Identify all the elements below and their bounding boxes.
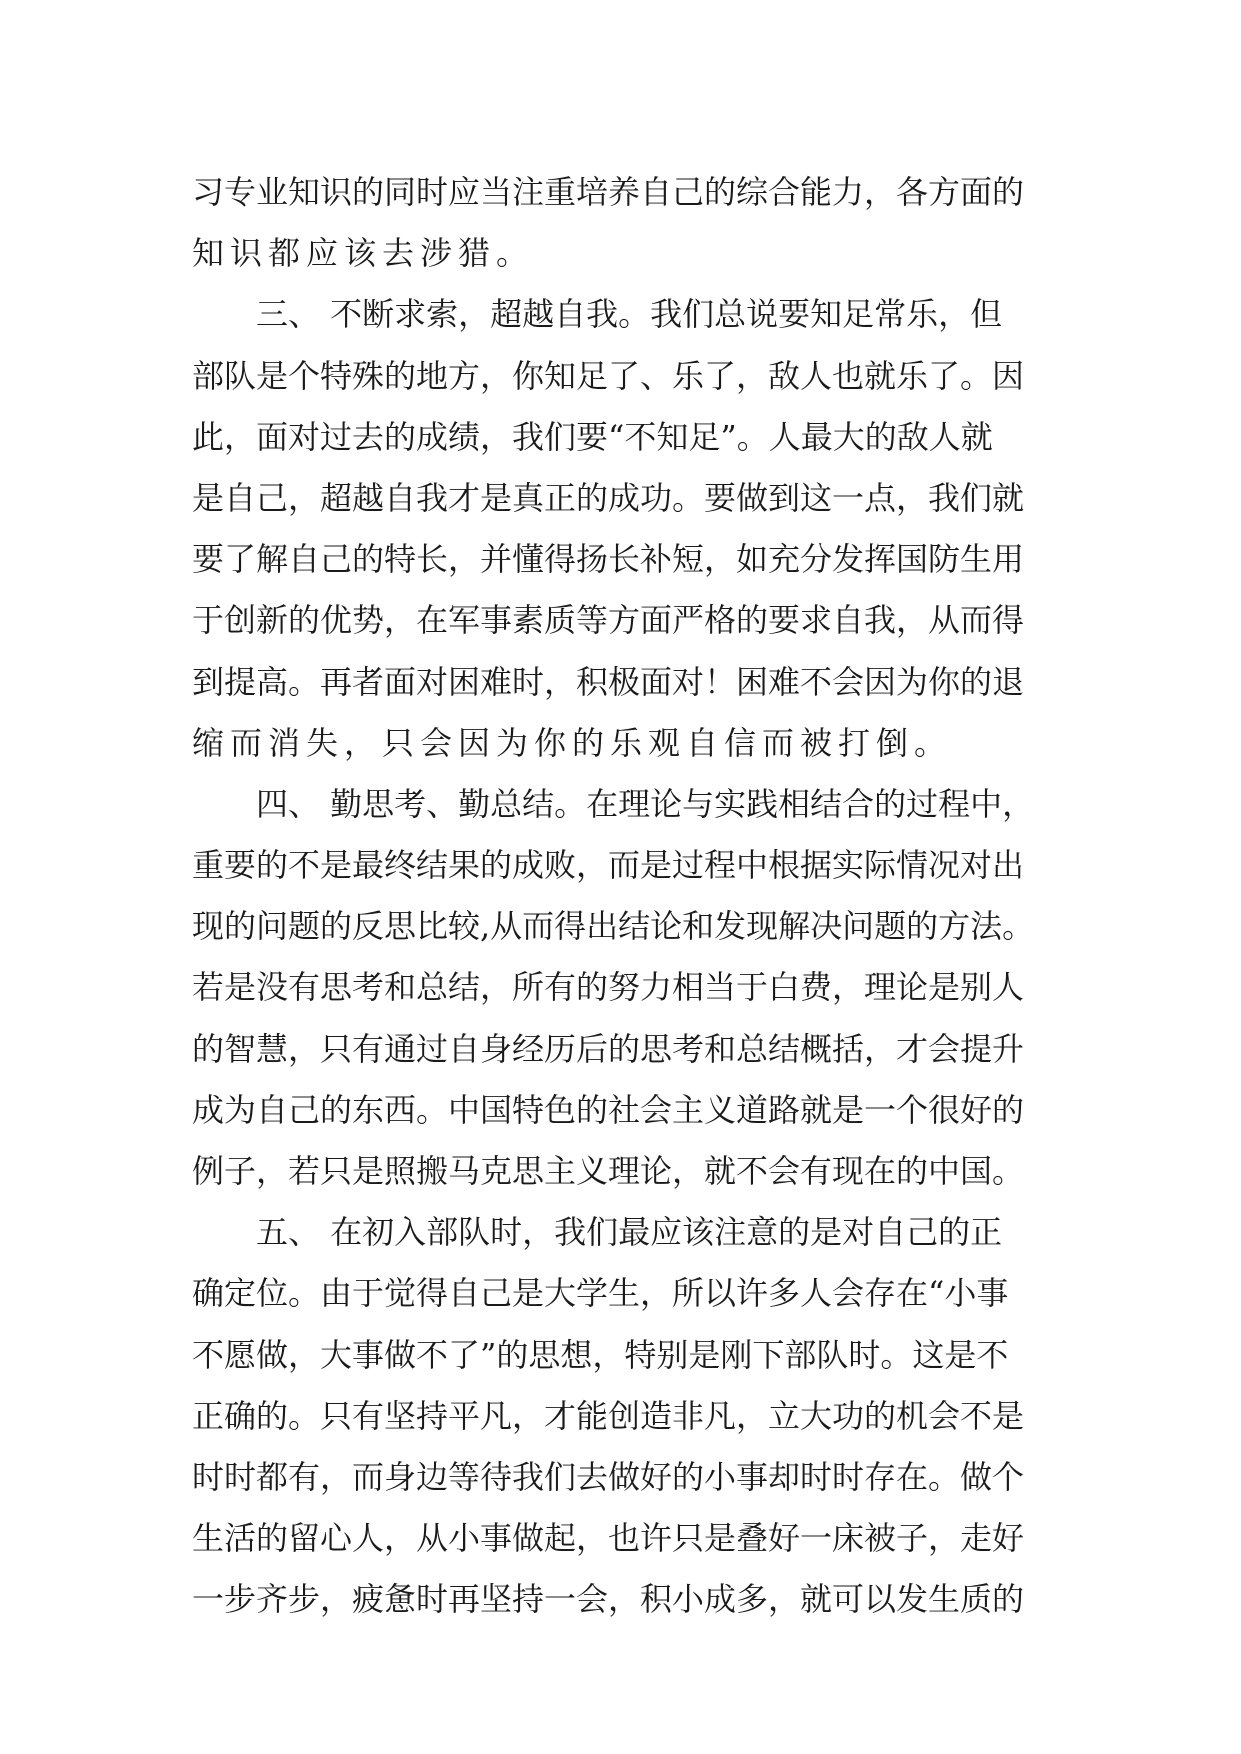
text-line: 正确的。只有坚持平凡，才能创造非凡，立大功的机会不是 [192, 1396, 1025, 1435]
text-line: 重要的不是最终结果的成败，而是过程中根据实际情况对出 [192, 846, 1025, 885]
text-line: 四、 勤思考、勤总结。在理论与实践相结合的过程中， [256, 784, 1035, 823]
text-line: 生活的留心人，从小事做起，也许只是叠好一床被子，走好 [192, 1519, 1025, 1558]
text-line: 是自己，超越自我才是真正的成功。要做到这一点，我们就 [192, 478, 1025, 517]
text-line: 到提高。再者面对困难时，积极面对！困难不会因为你的退 [192, 662, 1025, 701]
text-line: 五、 在初入部队时，我们最应该注意的是对自己的正 [256, 1213, 1003, 1252]
text-line: 确定位。由于觉得自己是大学生，所以许多人会存在“小事 [192, 1274, 1009, 1313]
text-line: 缩而消失，只会因为你的乐观自信而被打倒。 [192, 723, 953, 762]
text-line: 时时都有，而身边等待我们去做好的小事却时时存在。做个 [192, 1457, 1025, 1496]
text-line: 成为自己的东西。中国特色的社会主义道路就是一个很好的 [192, 1090, 1025, 1129]
text-line: 的智慧，只有通过自身经历后的思考和总结概括，才会提升 [192, 1029, 1025, 1068]
text-line: 于创新的优势，在军事素质等方面严格的要求自我，从而得 [192, 601, 1025, 640]
text-line: 三、 不断求索，超越自我。我们总说要知足常乐，但 [256, 295, 1003, 334]
text-line: 不愿做，大事做不了”的思想，特别是刚下部队时。这是不 [192, 1335, 1009, 1374]
text-line: 要了解自己的特长，并懂得扬长补短，如充分发挥国防生用 [192, 540, 1025, 579]
text-line: 例子，若只是照搬马克思主义理论，就不会有现在的中国。 [192, 1152, 1025, 1190]
text-line: 此，面对过去的成绩，我们要“不知足”。人最大的敌人就 [192, 417, 993, 456]
text-line: 若是没有思考和总结，所有的努力相当于白费，理论是别人 [192, 968, 1025, 1007]
text-line: 现的问题的反思比较,从而得出结论和发现解决问题的方法。 [192, 907, 1035, 946]
text-line: 习专业知识的同时应当注重培养自己的综合能力，各方面的 [192, 173, 1025, 211]
text-line: 一步齐步，疲惫时再坚持一会，积小成多，就可以发生质的 [192, 1580, 1025, 1619]
document-body [192, 162, 1072, 1631]
text-line: 部队是个特殊的地方，你知足了、乐了，敌人也就乐了。因 [192, 356, 1025, 395]
text-line: 知识都应该去涉猎。 [192, 234, 535, 273]
